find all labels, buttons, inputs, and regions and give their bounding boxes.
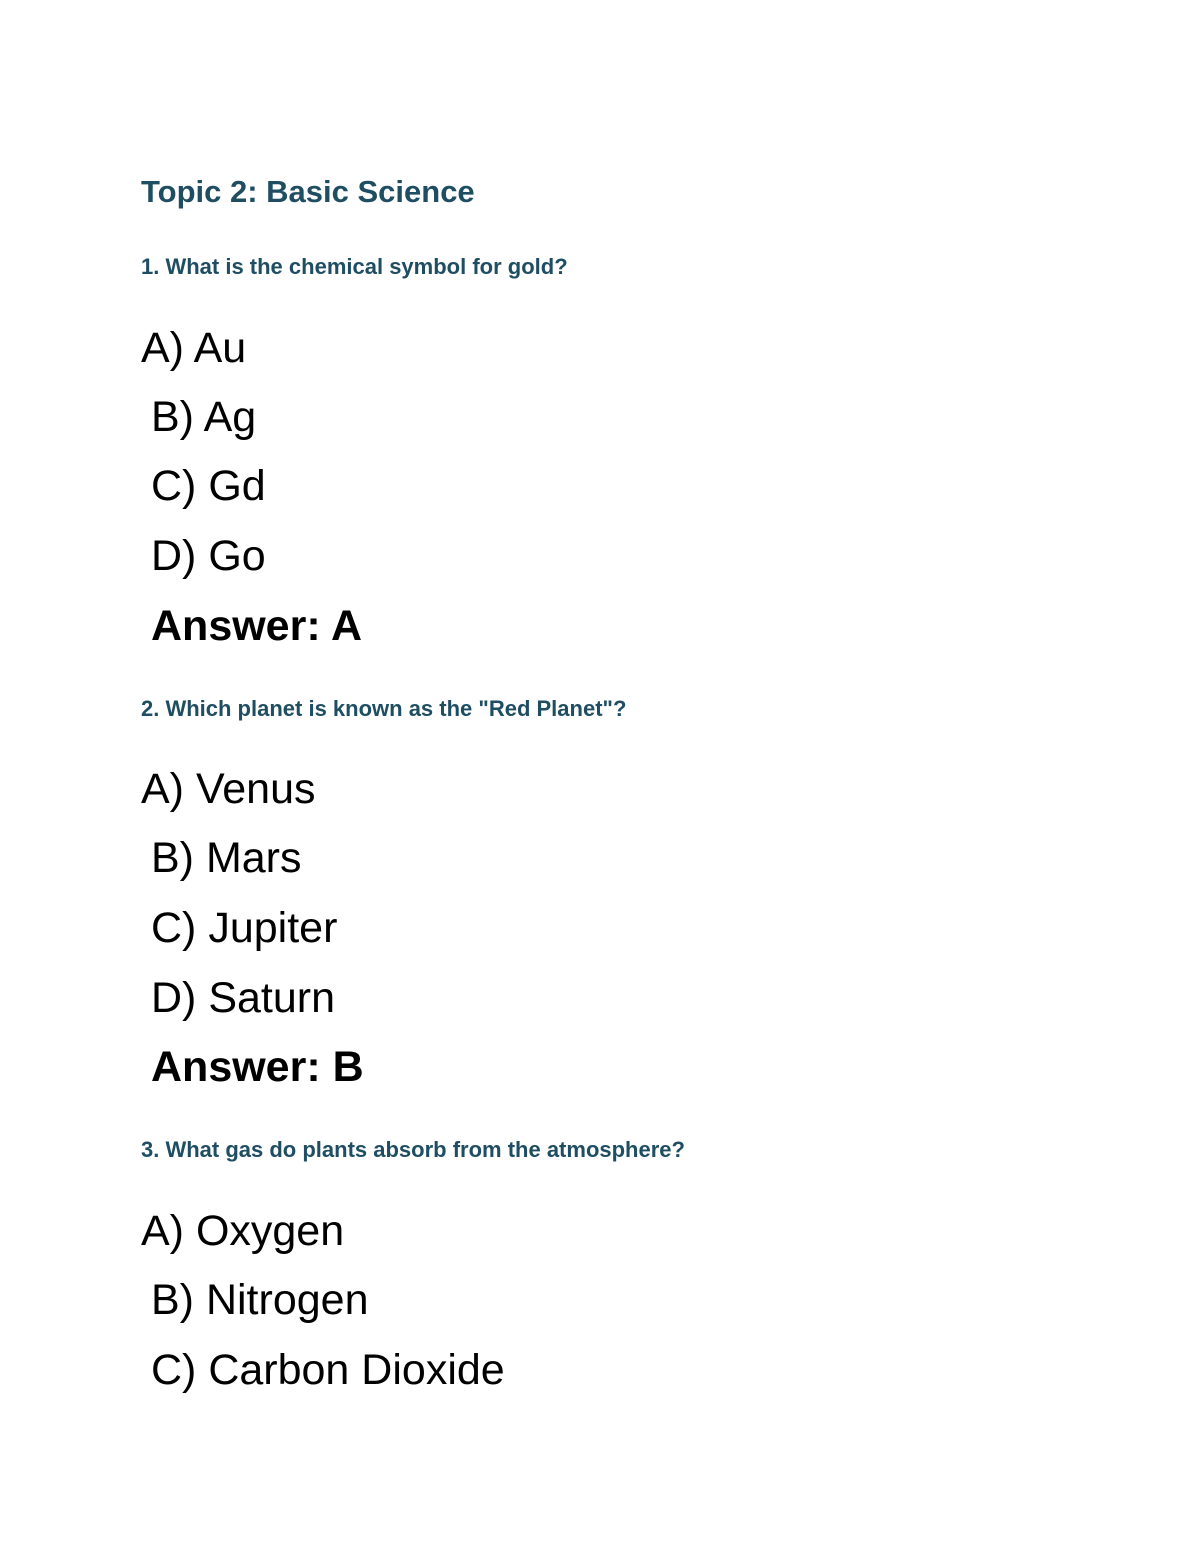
question-1-text: 1. What is the chemical symbol for gold? bbox=[141, 254, 568, 279]
question-2-option-d: D) Saturn bbox=[151, 974, 336, 1022]
question-2-option-a: A) Venus bbox=[141, 765, 316, 813]
question-3-option-c: C) Carbon Dioxide bbox=[151, 1346, 505, 1394]
question-1-option-c: C) Gd bbox=[151, 462, 266, 510]
question-2-option-c: C) Jupiter bbox=[151, 904, 338, 952]
topic-title: Topic 2: Basic Science bbox=[141, 174, 475, 209]
question-1-option-a: A) Au bbox=[141, 324, 247, 372]
question-3-option-a: A) Oxygen bbox=[141, 1207, 345, 1255]
question-1-option-b: B) Ag bbox=[151, 393, 257, 441]
question-2-answer: Answer: B bbox=[151, 1043, 364, 1091]
question-1-option-d: D) Go bbox=[151, 532, 266, 580]
question-2-text: 2. Which planet is known as the "Red Planet"? bbox=[141, 696, 627, 721]
question-1-answer: Answer: A bbox=[151, 602, 363, 650]
question-2-option-b: B) Mars bbox=[151, 834, 302, 882]
question-3-text: 3. What gas do plants absorb from the atmosphere? bbox=[141, 1137, 685, 1162]
question-3-option-b: B) Nitrogen bbox=[151, 1276, 369, 1324]
